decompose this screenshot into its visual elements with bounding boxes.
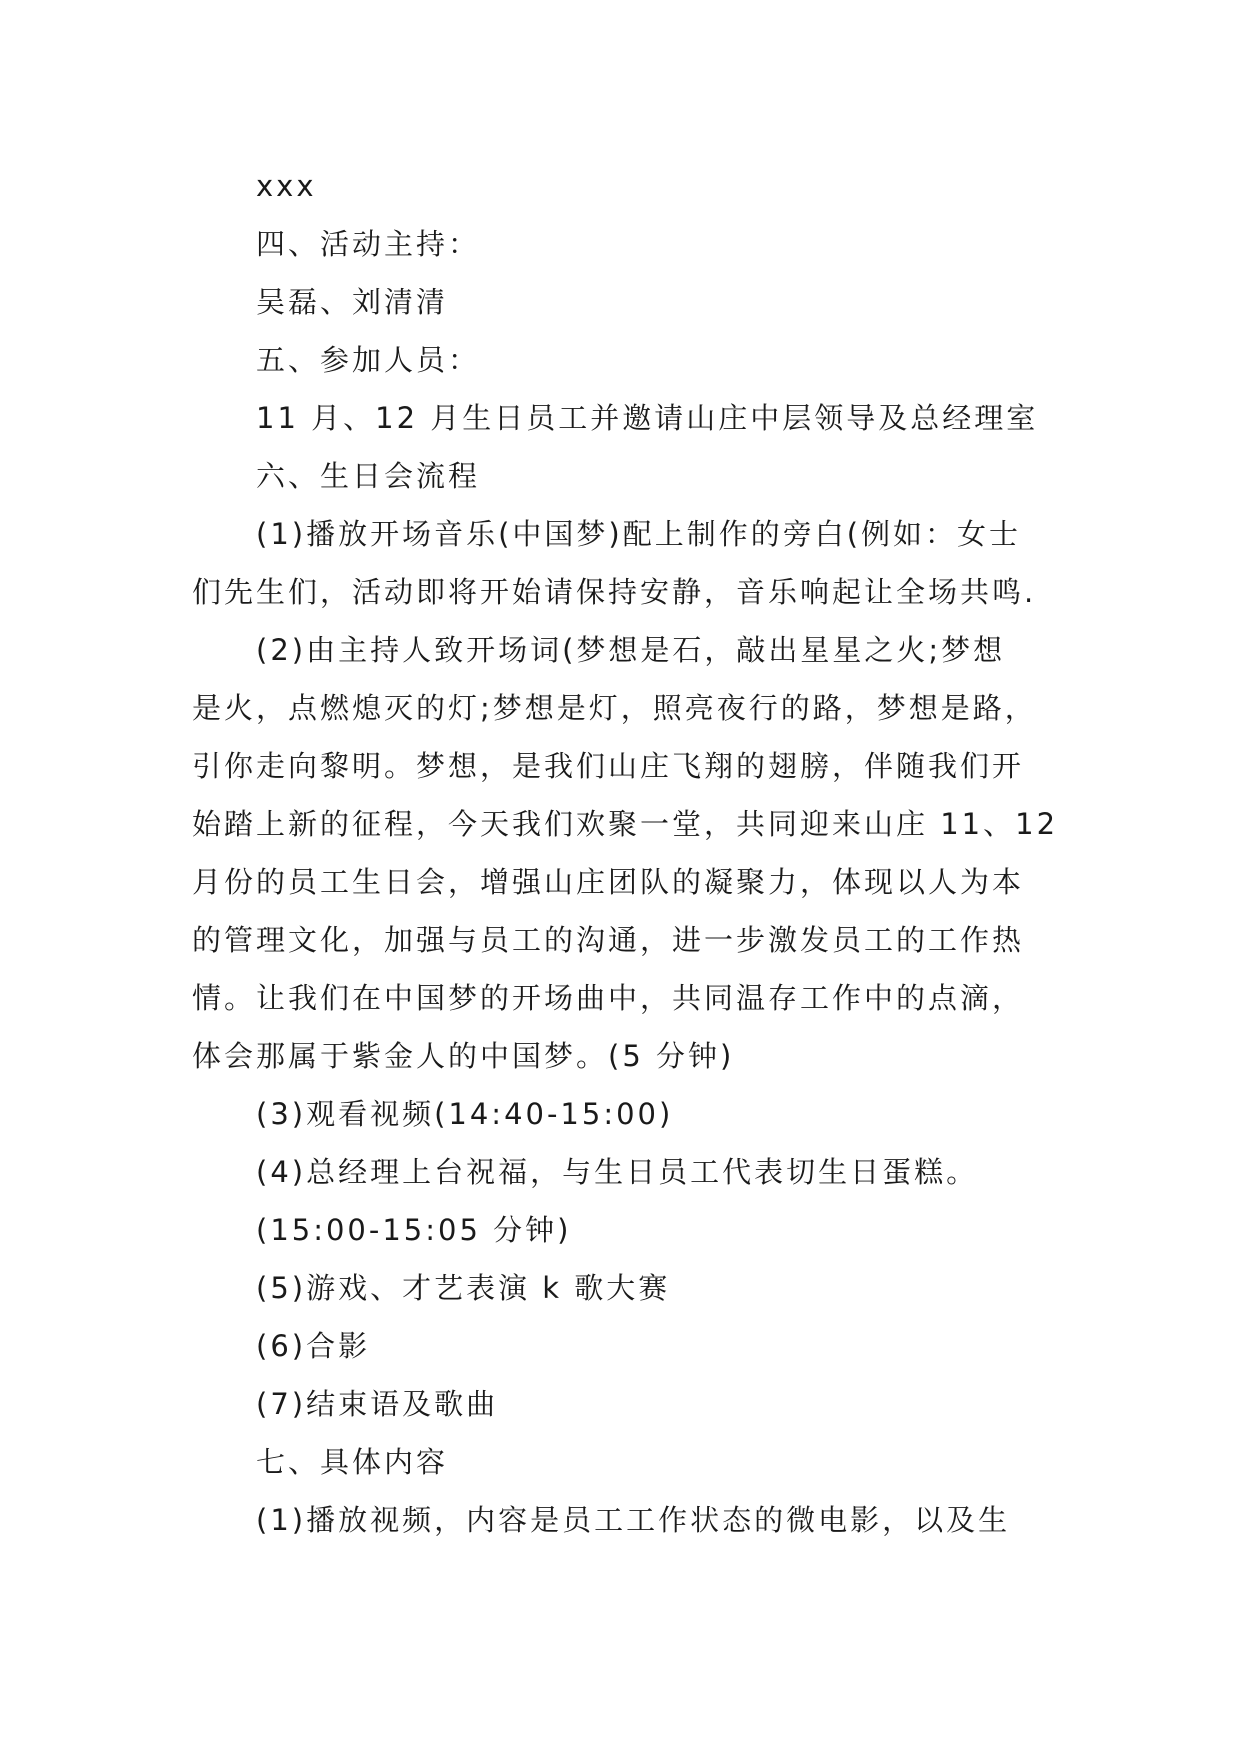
participants-text: 11 月、12 月生日员工并邀请山庄中层领导及总经理室 — [256, 401, 1039, 435]
process-item-5: (5)游戏、才艺表演 k 歌大赛 — [256, 1271, 671, 1305]
hosts-names: 吴磊、刘清清 — [256, 285, 449, 319]
process-item-2-line-5: 月份的员工生日会，增强山庄团队的凝聚力，体现以人为本 — [192, 865, 1025, 899]
process-item-2-line-1: (2)由主持人致开场词(梦想是石，敲出星星之火;梦想 — [256, 633, 1006, 667]
section-heading-participants: 五、参加人员： — [256, 343, 481, 377]
process-item-4: (4)总经理上台祝福，与生日员工代表切生日蛋糕。 — [256, 1155, 979, 1189]
process-item-2-line-4: 始踏上新的征程，今天我们欢聚一堂，共同迎来山庄 11、12 — [192, 807, 1059, 841]
section-heading-process: 六、生日会流程 — [256, 459, 481, 493]
process-item-3: (3)观看视频(14:40-15:00) — [256, 1097, 674, 1131]
process-item-1-line-2: 们先生们，活动即将开始请保持安静，音乐响起让全场共鸣. — [192, 575, 1037, 609]
section-heading-host: 四、活动主持： — [256, 227, 481, 261]
process-item-4-time: (15:00-15:05 分钟) — [256, 1213, 572, 1247]
process-item-2-line-7: 情。让我们在中国梦的开场曲中，共同温存工作中的点滴， — [192, 981, 1025, 1015]
process-item-2-line-8: 体会那属于紫金人的中国梦。(5 分钟) — [192, 1039, 735, 1073]
placeholder-text: xxx — [256, 169, 317, 203]
process-item-1-line-1: (1)播放开场音乐(中国梦)配上制作的旁白(例如：女士 — [256, 517, 1022, 551]
process-item-2-line-3: 引你走向黎明。梦想，是我们山庄飞翔的翅膀，伴随我们开 — [192, 749, 1025, 783]
details-item-1: (1)播放视频，内容是员工工作状态的微电影，以及生 — [256, 1503, 1011, 1537]
process-item-6: (6)合影 — [256, 1329, 371, 1363]
process-item-7: (7)结束语及歌曲 — [256, 1387, 499, 1421]
process-item-2-line-6: 的管理文化，加强与员工的沟通，进一步激发员工的工作热 — [192, 923, 1025, 957]
section-heading-details: 七、具体内容 — [256, 1445, 449, 1479]
process-item-2-line-2: 是火，点燃熄灭的灯;梦想是灯，照亮夜行的路，梦想是路， — [192, 691, 1037, 725]
